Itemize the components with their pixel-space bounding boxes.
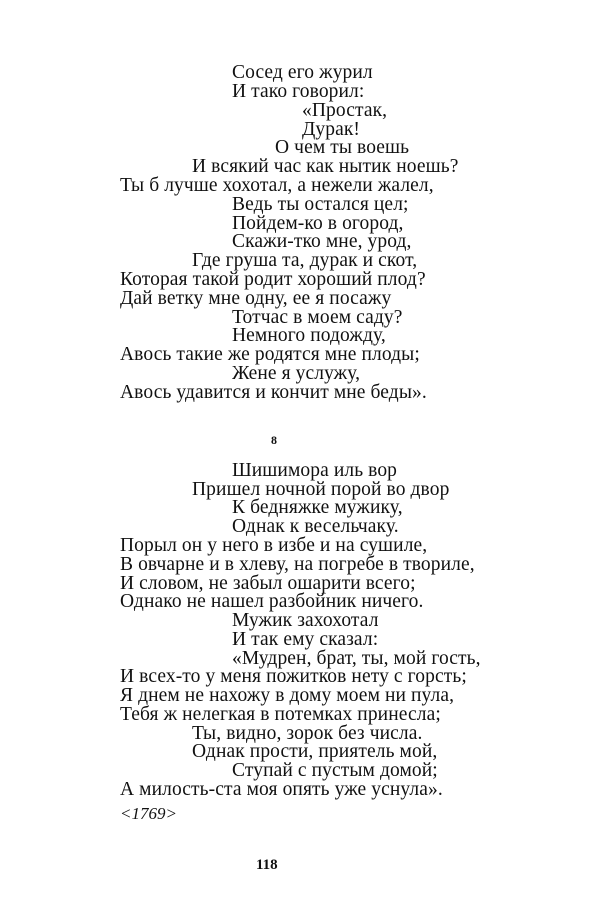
poem-line: Сосед его журил — [232, 62, 373, 83]
poem-line: «Простак, — [302, 100, 388, 121]
poem-line: Жене я услужу, — [232, 363, 361, 384]
poem-line: Ты б лучше хохотал, а нежели жалел, — [120, 175, 434, 196]
poem-line: Шишимора иль вор — [232, 460, 398, 481]
poem-line: Ведь ты остался цел; — [232, 194, 409, 215]
poem-line: И всякий час как нытик ноешь? — [192, 156, 459, 177]
poem-line: Я днем не нахожу в дому моем ни пула, — [120, 685, 455, 706]
poem-line: Пришел ночной порой во двор — [192, 479, 450, 500]
poem-line: А милость-ста моя опять уже уснула». — [120, 779, 443, 800]
poem-line: И тако говорил: — [232, 81, 365, 102]
poem-line: «Мудрен, брат, ты, мой гость, — [232, 648, 481, 669]
poem-line: К бедняжке мужику, — [232, 497, 403, 518]
poem-line: Авось удавится и кончит мне беды». — [120, 382, 427, 403]
poem-line: Тебя ж нелегкая в потемках принесла; — [120, 704, 441, 725]
poem-line: Однак к весельчаку. — [232, 516, 399, 537]
poem-line: Пойдем-ко в огород, — [232, 213, 404, 234]
poem-line: И так ему сказал: — [232, 629, 379, 650]
poem-line: Тотчас в моем саду? — [232, 307, 403, 328]
section-number: 8 — [271, 433, 277, 447]
poem-line: О чем ты воешь — [275, 137, 410, 158]
poem-line: Ступай с пустым домой; — [232, 760, 438, 781]
poem-line: Дурак! — [302, 119, 361, 140]
page-number: 118 — [256, 857, 278, 873]
poem-line: И всех-то у меня пожитков нету с горсть; — [120, 666, 467, 687]
poem-line: Где груша та, дурак и скот, — [192, 250, 418, 271]
poem-line: В овчарне и в хлеву, на погребе в твориле, — [120, 554, 475, 575]
poem-line: Скажи-тко мне, урод, — [232, 231, 412, 252]
poem-line: Авось такие же родятся мне плоды; — [120, 344, 420, 365]
poem-line: Немного подожду, — [232, 325, 386, 346]
poem-line: Однако не нашел разбойник ничего. — [120, 591, 424, 612]
poem-line: Порыл он у него в избе и на сушиле, — [120, 535, 428, 556]
poem-line: Однак прости, приятель мой, — [192, 741, 438, 762]
poem-line: Ты, видно, зорок без числа. — [192, 723, 423, 744]
poem-line: Мужик захохотал — [232, 610, 379, 631]
poem-line: Дай ветку мне одну, ее я посажу — [120, 288, 392, 309]
poem-line: Которая такой родит хороший плод? — [120, 269, 426, 290]
date-note: <1769> — [120, 804, 177, 823]
poem-line: И словом, не забыл ошарити всего; — [120, 573, 416, 594]
